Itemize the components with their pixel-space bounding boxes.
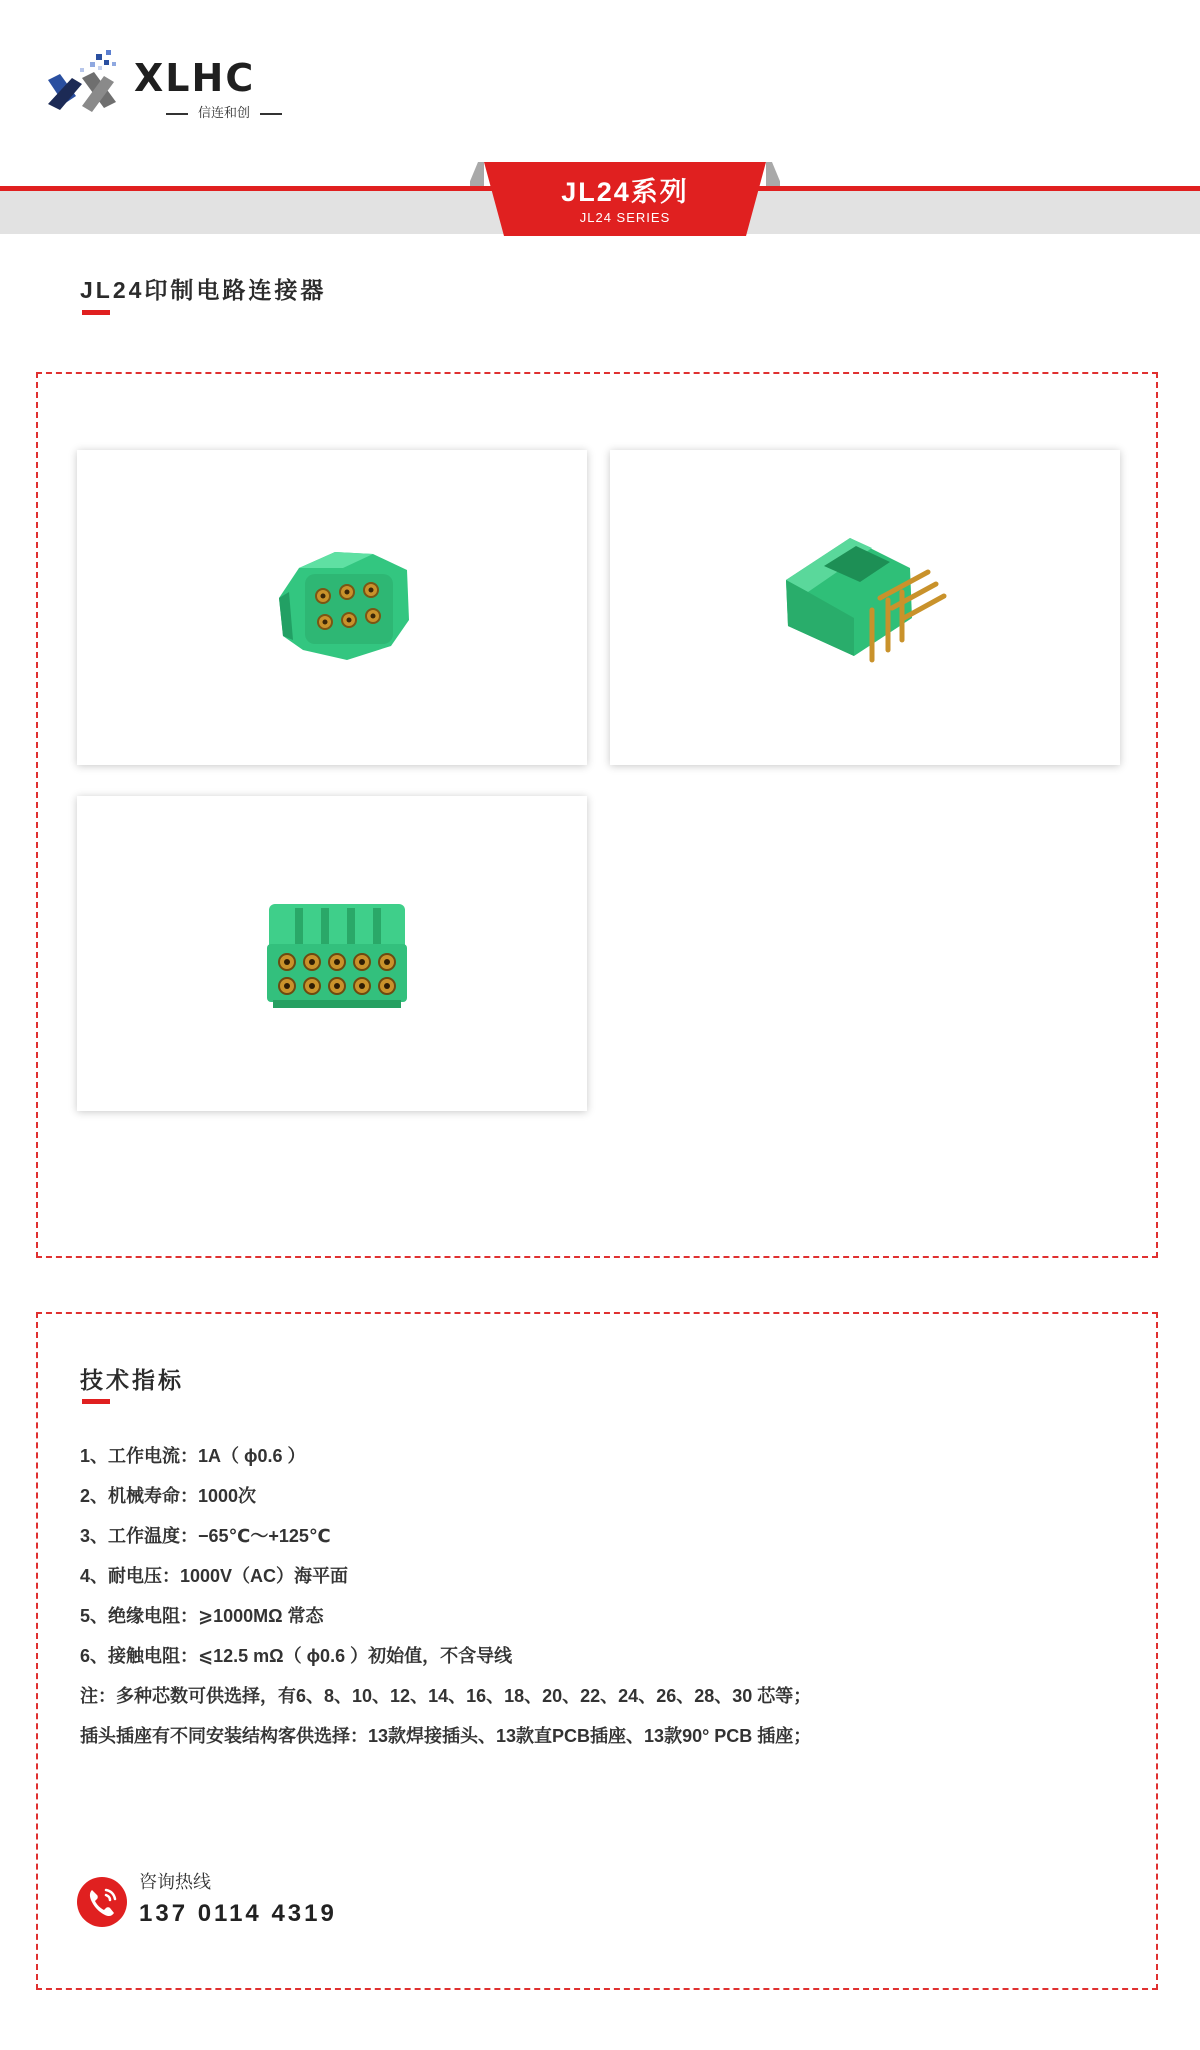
product-section-heading: JL24印制电路连接器 [80,277,327,303]
spec-item: 5、绝缘电阻：⩾1000MΩ 常态 [80,1606,324,1626]
connector-socket-pcb-image [610,450,1120,765]
specs-heading: 技术指标 [80,1367,184,1393]
product-image-card[interactable] [77,450,587,765]
spec-note: 注：多种芯数可供选择，有6、8、10、12、14、16、18、20、22、24、26、28、30 芯等； [80,1686,812,1706]
spec-item: 6、接触电阻：⩽12.5 mΩ（ ϕ0.6 ）初始值，不含导线 [80,1646,513,1666]
series-subtitle: JL24 SERIES [579,210,671,225]
spec-item: 2、机械寿命：1000次 [80,1486,257,1506]
heading-underline [82,310,110,315]
hotline-number[interactable]: 137 0114 4319 [139,1900,337,1927]
series-title: JL24系列 [561,177,689,207]
spec-note: 插头插座有不同安装结构客供选择：13款焊接插头、13款直PCB插座、13款90° PCB 插座； [80,1726,812,1746]
hotline-label: 咨询热线 [139,1872,211,1892]
brand-tagline-row [134,102,314,121]
brand-name: XLHC [134,56,256,100]
phone-icon[interactable] [76,1876,128,1928]
brand-tagline: 信连和创 [197,105,250,120]
spec-item: 3、工作温度：−65℃～+125℃ [80,1526,331,1546]
spec-item: 4、耐电压：1000V（AC）海平面 [80,1566,349,1586]
connector-plug-10pin-image [77,796,587,1111]
brand-logo [46,48,276,118]
product-image-card[interactable] [77,796,587,1111]
xlhc-logo-icon [46,48,130,118]
divider [260,113,282,115]
spec-item: 1、工作电流：1A（ ϕ0.6 ） [80,1446,306,1466]
divider [166,113,188,115]
specs-list [80,1436,1120,1756]
product-image-card[interactable] [610,450,1120,765]
connector-plug-6pin-image [77,450,587,765]
heading-underline [82,1399,110,1404]
